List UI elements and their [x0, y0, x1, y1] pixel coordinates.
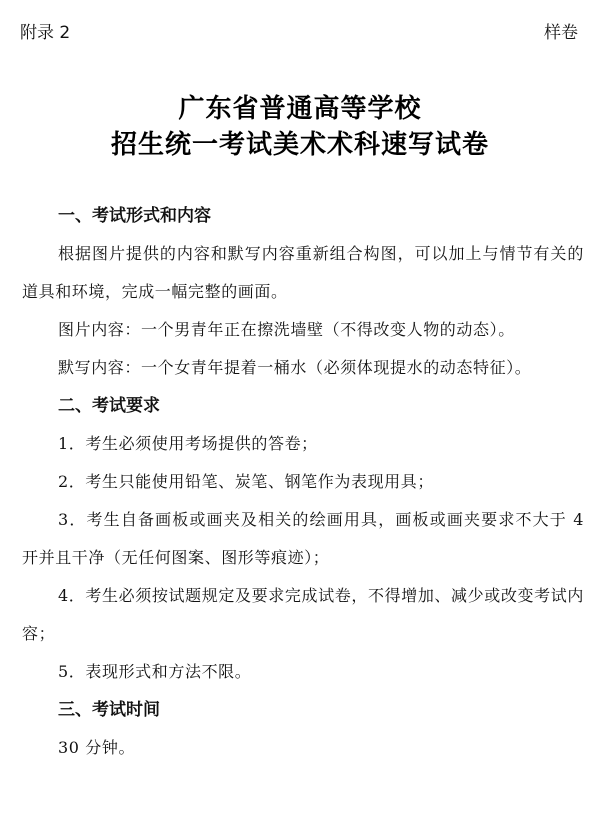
requirement-item: 2．考生只能使用铅笔、炭笔、钢笔作为表现用具； [58, 472, 434, 491]
sample-label: 样卷 [544, 23, 578, 43]
section-heading-requirements: 二、考试要求 [58, 396, 160, 416]
section-heading-time: 三、考试时间 [58, 700, 160, 720]
requirement-item: 3．考生自备画板或画夹及相关的绘画用具，画板或画夹要求不大于 4 开并且干净（无任何图案、图形等痕迹）； [22, 510, 584, 567]
title-line-1: 广东省普通高等学校 [178, 94, 422, 124]
title-line-2: 招生统一考试美术术科速写试卷 [110, 130, 489, 160]
document-body [22, 197, 584, 767]
paragraph: 默写内容：一个女青年提着一桶水（必须体现提水的动态特征）。 [58, 358, 532, 377]
exam-duration: 30 分钟。 [58, 738, 136, 757]
requirement-item: 4．考生必须按试题规定及要求完成试卷，不得增加、减少或改变考试内容； [22, 586, 584, 643]
section-heading-form-content: 一、考试形式和内容 [58, 206, 211, 226]
requirement-item: 5．表现形式和方法不限。 [58, 662, 252, 681]
appendix-label: 附录 2 [20, 23, 71, 43]
paragraph: 图片内容：一个男青年正在擦洗墙壁（不得改变人物的动态）。 [58, 320, 515, 339]
paragraph: 根据图片提供的内容和默写内容重新组合构图，可以加上与情节有关的道具和环境，完成一幅完整的画面。 [22, 244, 584, 301]
requirement-item: 1．考生必须使用考场提供的答卷； [58, 434, 318, 453]
